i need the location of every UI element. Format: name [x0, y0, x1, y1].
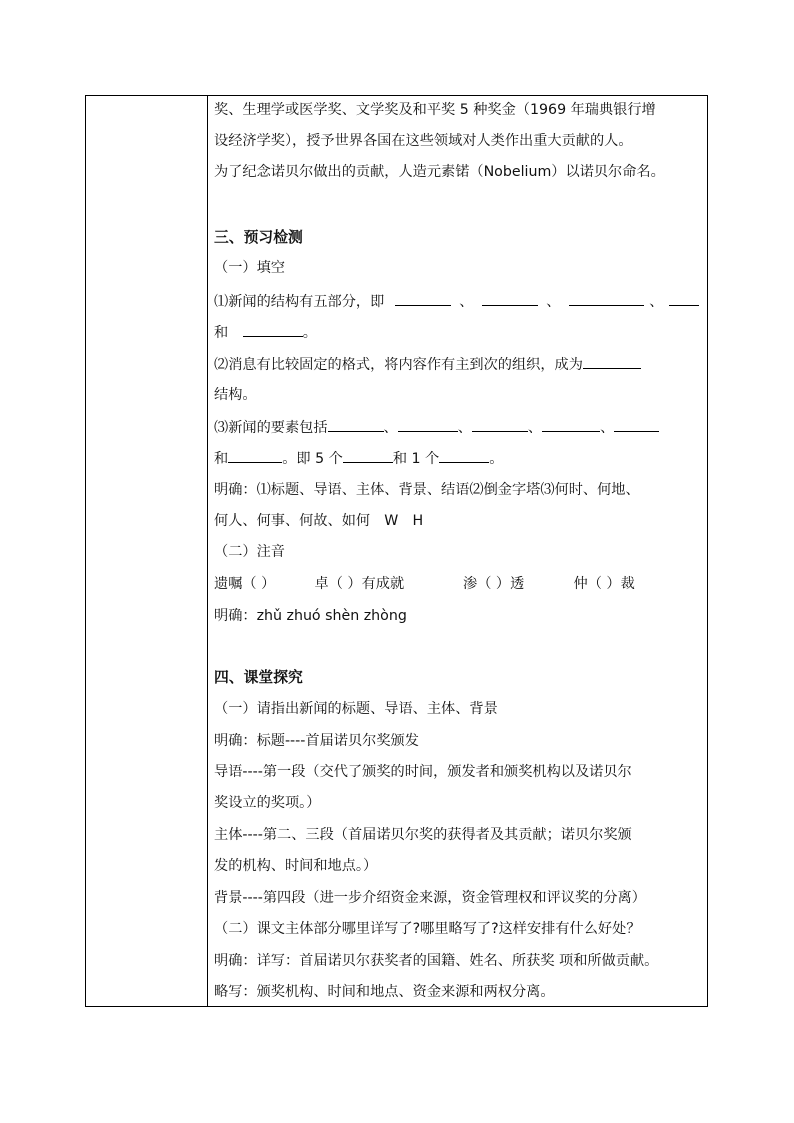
question-3-end: 。: [489, 451, 504, 467]
question-2: [214, 354, 705, 375]
blank[interactable]: [343, 448, 393, 463]
question-3-and: 和: [214, 451, 229, 467]
table-right-column: [208, 96, 707, 1006]
question-3: ⑶新闻的要素包括 、 、 、 、: [214, 417, 705, 438]
intro-line-3: 为了纪念诺贝尔做出的贡献，人造元素锘（Nobelium）以诺贝尔命名。: [214, 164, 665, 180]
blank[interactable]: [243, 322, 303, 337]
blank[interactable]: [228, 448, 282, 463]
blank[interactable]: [542, 417, 600, 432]
section4-heading: 四、课堂探究: [214, 669, 303, 686]
question-2-text: ⑵消息有比较固定的格式，将内容作有主到次的组织，成为: [214, 357, 583, 373]
blank[interactable]: [328, 417, 384, 432]
blank[interactable]: [669, 291, 699, 306]
question-1-text: ⑴新闻的结构有五部分，即: [214, 294, 385, 310]
answer-1: 明确：⑴标题、导语、主体、背景、结语⑵倒金字塔⑶何时、何地、: [214, 482, 640, 498]
section4-answer-background: 背景----第四段（进一步介绍资金来源，资金管理权和评议奖的分离）: [214, 890, 646, 906]
section4-sub2: （二）课文主体部分哪里详写了?哪里略写了?这样安排有什么好处？: [214, 921, 641, 937]
blank[interactable]: [398, 417, 458, 432]
pinyin-item: 仲（ ）裁: [573, 576, 635, 592]
question-1: ⑴新闻的结构有五部分，即 、 、 、: [214, 291, 705, 312]
question-1-and: 和: [214, 325, 229, 341]
section3-sub1: （一）填空: [214, 260, 285, 276]
pinyin-items: [214, 574, 705, 594]
intro-line-2: 设经济学奖），授予世界各国在这些领域对人类作出重大贡献的人。: [214, 133, 633, 149]
question-3-text: ⑶新闻的要素包括: [214, 420, 328, 436]
section4-answer-detail: 明确：详写：首届诺贝尔获奖者的国籍、姓名、所获奖 项和所做贡献。: [214, 953, 659, 969]
blank[interactable]: [482, 291, 538, 306]
pinyin-item: 渗（ ）透: [463, 576, 525, 592]
blank[interactable]: [583, 354, 641, 369]
pinyin-item: 卓（ ）有成就: [314, 576, 405, 592]
answer-2: 明确：zhǔ zhuó shèn zhòng: [214, 608, 407, 624]
question-3-five: 。即 5 个: [282, 451, 343, 467]
blank[interactable]: [569, 291, 644, 306]
section4-sub1: （一）请指出新闻的标题、导语、主体、背景: [214, 701, 498, 717]
section3-sub2: （二）注音: [214, 544, 285, 560]
section3-heading: 三、预习检测: [214, 229, 303, 246]
pinyin-item: 遗嘱（ ）: [214, 576, 276, 592]
blank[interactable]: [395, 291, 451, 306]
table-left-column: [86, 96, 208, 1006]
section4-answer-lead: 导语----第一段（交代了颁奖的时间，颁发者和颁奖机构以及诺贝尔: [214, 764, 632, 780]
intro-line-1: 奖、生理学或医学奖、文学奖及和平奖 5 种奖金（1969 年瑞典银行增: [214, 102, 656, 118]
blank[interactable]: [614, 417, 659, 432]
question-2-cont: 结构。: [214, 387, 257, 403]
section4-answer-brief: 略写：颁奖机构、时间和地点、资金来源和两权分离。: [214, 984, 555, 1000]
question-3-one: 和 1 个: [392, 451, 440, 467]
answer-1-cont: 何人、何事、何故、如何 W H: [214, 513, 424, 529]
section4-answer-body: 主体----第二、三段（首届诺贝尔奖的获得者及其贡献；诺贝尔奖颁: [214, 827, 632, 843]
lesson-table: [85, 95, 708, 1007]
question-3-cont: [214, 448, 705, 469]
section4-answer-body-cont: 发的机构、时间和地点。）: [214, 858, 378, 874]
section4-answer-title: 明确：标题----首届诺贝尔奖颁发: [214, 733, 419, 749]
blank[interactable]: [439, 448, 489, 463]
question-1-cont: 和 。: [214, 322, 705, 343]
section4-answer-lead-cont: 奖设立的奖项。）: [214, 795, 321, 811]
blank[interactable]: [472, 417, 528, 432]
